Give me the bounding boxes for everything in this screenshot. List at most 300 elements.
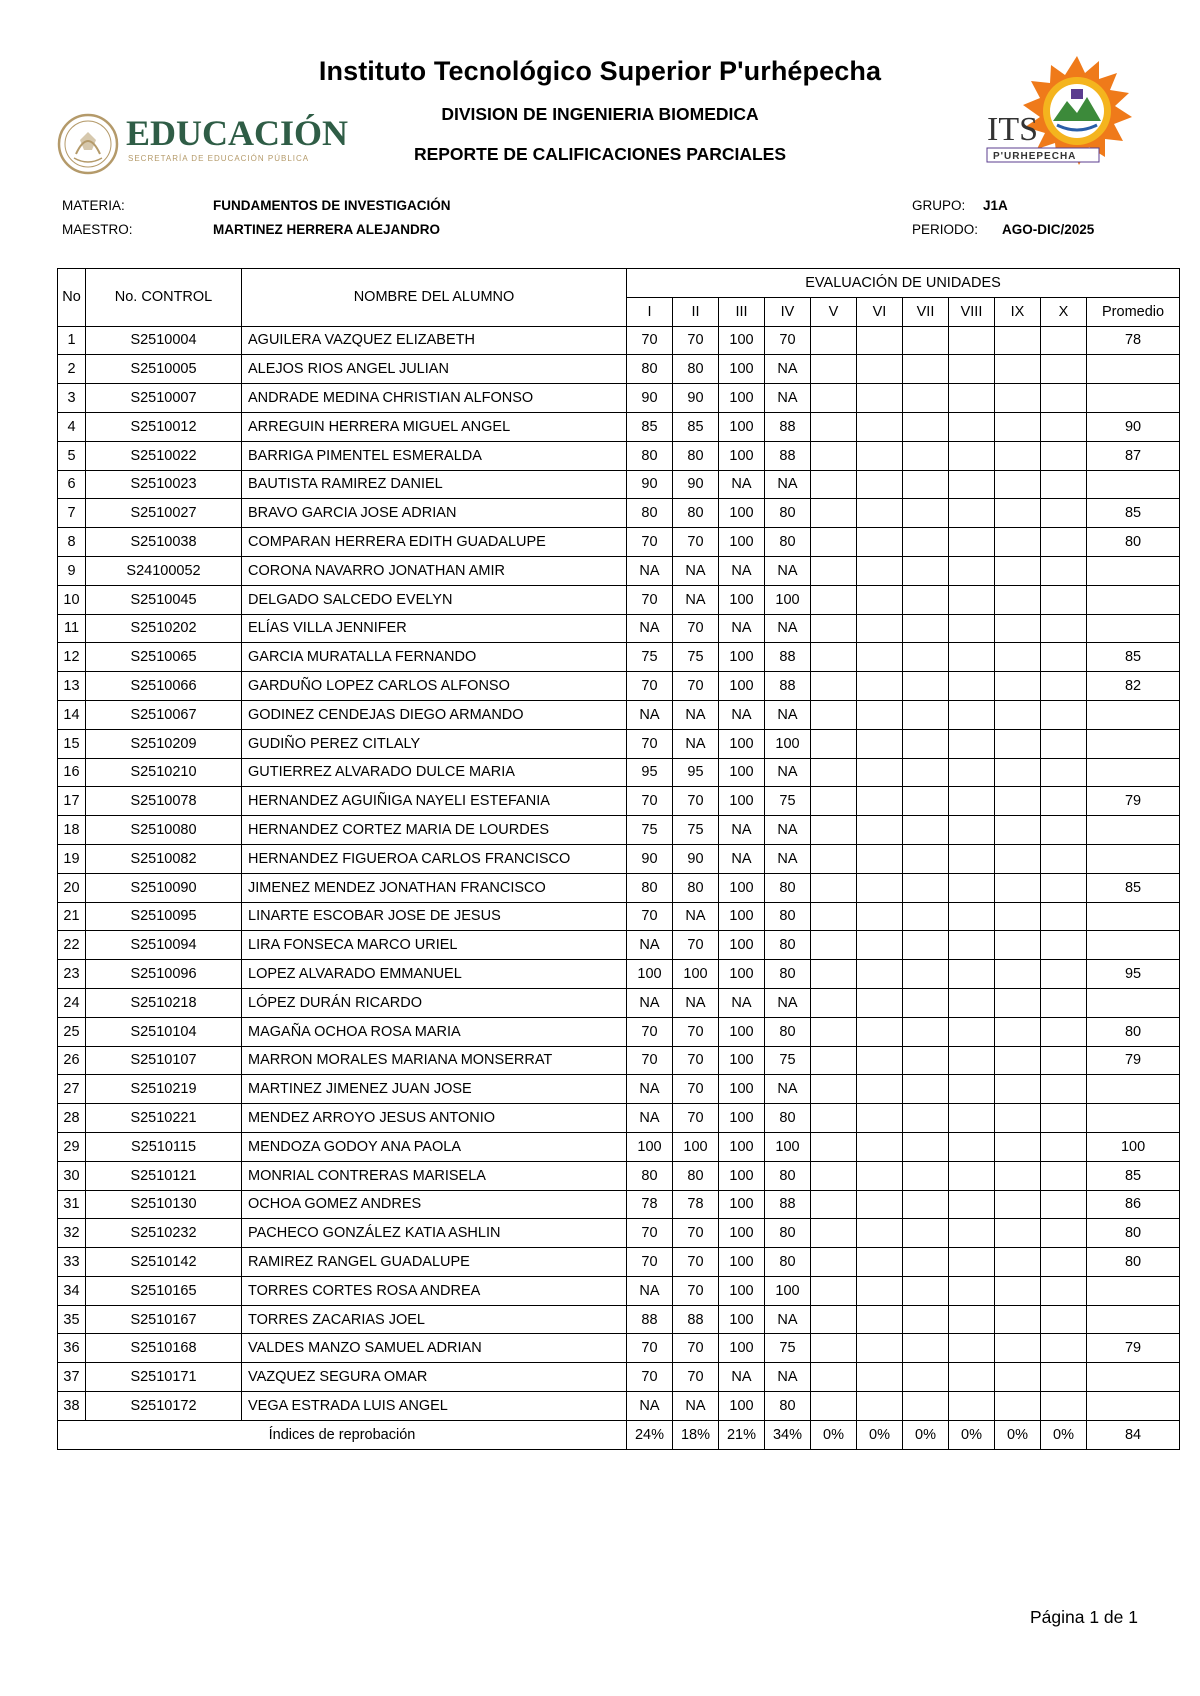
- grade-cell: 100: [719, 902, 765, 931]
- grade-cell: [857, 700, 903, 729]
- promedio-cell: [1087, 931, 1180, 960]
- student-name: BAUTISTA RAMIREZ DANIEL: [242, 470, 627, 499]
- table-row: [58, 1276, 1180, 1305]
- grade-cell: 100: [719, 412, 765, 441]
- col-header-unit: VIII: [949, 297, 995, 326]
- grade-cell: [1041, 1334, 1087, 1363]
- row-number: 5: [58, 441, 86, 470]
- grade-cell: [811, 1017, 857, 1046]
- promedio-cell: 95: [1087, 960, 1180, 989]
- grade-cell: NA: [719, 614, 765, 643]
- grade-cell: 100: [765, 585, 811, 614]
- row-number: 28: [58, 1104, 86, 1133]
- grade-cell: 80: [765, 528, 811, 557]
- grade-cell: 100: [627, 1132, 673, 1161]
- summary-label: Índices de reprobación: [58, 1420, 627, 1449]
- grade-cell: [857, 1046, 903, 1075]
- periodo-value: AGO-DIC/2025: [1002, 222, 1095, 237]
- grade-cell: 80: [673, 873, 719, 902]
- grade-cell: [903, 1248, 949, 1277]
- grade-cell: [995, 1219, 1041, 1248]
- control-number: S2510022: [86, 441, 242, 470]
- grade-cell: 100: [719, 355, 765, 384]
- col-header-unit: II: [673, 297, 719, 326]
- student-name: MONRIAL CONTRERAS MARISELA: [242, 1161, 627, 1190]
- table-row: [58, 1161, 1180, 1190]
- grade-cell: [949, 643, 995, 672]
- grade-cell: NA: [627, 931, 673, 960]
- student-name: MENDEZ ARROYO JESUS ANTONIO: [242, 1104, 627, 1133]
- student-name: TORRES CORTES ROSA ANDREA: [242, 1276, 627, 1305]
- control-number: S2510004: [86, 326, 242, 355]
- grade-cell: [903, 556, 949, 585]
- grade-cell: [903, 1219, 949, 1248]
- grade-cell: [995, 1276, 1041, 1305]
- grade-cell: 70: [627, 1334, 673, 1363]
- reprobacion-index: 24%: [627, 1420, 673, 1449]
- grade-cell: 70: [673, 672, 719, 701]
- grade-cell: [811, 1334, 857, 1363]
- grade-cell: [903, 1161, 949, 1190]
- grade-cell: [949, 758, 995, 787]
- grade-cell: NA: [765, 988, 811, 1017]
- grade-cell: [903, 1190, 949, 1219]
- control-number: S2510066: [86, 672, 242, 701]
- col-header-unit: Promedio: [1087, 297, 1180, 326]
- student-name: HERNANDEZ FIGUEROA CARLOS FRANCISCO: [242, 844, 627, 873]
- grade-cell: [811, 643, 857, 672]
- grade-cell: [857, 1334, 903, 1363]
- grade-cell: [857, 1190, 903, 1219]
- grade-cell: 85: [627, 412, 673, 441]
- control-number: S2510095: [86, 902, 242, 931]
- row-number: 4: [58, 412, 86, 441]
- reprobacion-index: 0%: [949, 1420, 995, 1449]
- grade-cell: [1041, 1075, 1087, 1104]
- promedio-cell: [1087, 1276, 1180, 1305]
- grade-cell: [811, 1161, 857, 1190]
- grade-cell: 75: [627, 816, 673, 845]
- promedio-cell: [1087, 758, 1180, 787]
- grade-cell: [949, 1132, 995, 1161]
- student-name: BRAVO GARCIA JOSE ADRIAN: [242, 499, 627, 528]
- grade-cell: 78: [627, 1190, 673, 1219]
- summary-row: [58, 1420, 1180, 1449]
- grade-cell: NA: [673, 988, 719, 1017]
- grade-cell: [995, 384, 1041, 413]
- grade-cell: [857, 585, 903, 614]
- student-name: MAGAÑA OCHOA ROSA MARIA: [242, 1017, 627, 1046]
- grade-cell: [995, 441, 1041, 470]
- table-row: [58, 873, 1180, 902]
- grade-cell: [995, 1248, 1041, 1277]
- grade-cell: [903, 902, 949, 931]
- control-number: S2510078: [86, 787, 242, 816]
- educacion-logo-subtext: SECRETARÍA DE EDUCACIÓN PÚBLICA: [128, 154, 310, 163]
- grade-cell: [949, 614, 995, 643]
- grade-cell: 88: [765, 672, 811, 701]
- row-number: 1: [58, 326, 86, 355]
- row-number: 34: [58, 1276, 86, 1305]
- table-row: [58, 1190, 1180, 1219]
- grade-cell: NA: [673, 729, 719, 758]
- grade-cell: NA: [673, 1392, 719, 1421]
- grade-cell: [995, 844, 1041, 873]
- control-number: S2510130: [86, 1190, 242, 1219]
- table-row: [58, 384, 1180, 413]
- materia-value: FUNDAMENTOS DE INVESTIGACIÓN: [213, 198, 451, 213]
- grupo-label: GRUPO:: [912, 198, 966, 213]
- promedio-cell: 85: [1087, 499, 1180, 528]
- grade-cell: 100: [765, 729, 811, 758]
- grade-cell: [995, 1046, 1041, 1075]
- grade-cell: [1041, 556, 1087, 585]
- table-row: [58, 960, 1180, 989]
- grade-cell: [949, 960, 995, 989]
- col-header-unit: VI: [857, 297, 903, 326]
- promedio-cell: [1087, 355, 1180, 384]
- control-number: S2510219: [86, 1075, 242, 1104]
- grade-cell: 80: [765, 931, 811, 960]
- grade-cell: [857, 902, 903, 931]
- grade-cell: [1041, 931, 1087, 960]
- grade-cell: [857, 960, 903, 989]
- grade-cell: 100: [719, 1104, 765, 1133]
- table-row: [58, 1132, 1180, 1161]
- grade-cell: [811, 1305, 857, 1334]
- grade-cell: [811, 528, 857, 557]
- reprobacion-index: 0%: [995, 1420, 1041, 1449]
- grade-cell: 70: [627, 585, 673, 614]
- promedio-cell: 78: [1087, 326, 1180, 355]
- grade-cell: 90: [627, 384, 673, 413]
- control-number: S2510202: [86, 614, 242, 643]
- control-number: S2510045: [86, 585, 242, 614]
- grade-cell: [995, 1075, 1041, 1104]
- control-number: S2510082: [86, 844, 242, 873]
- grade-cell: [1041, 1276, 1087, 1305]
- grade-cell: [811, 960, 857, 989]
- grade-cell: NA: [673, 902, 719, 931]
- promedio-cell: [1087, 902, 1180, 931]
- grade-cell: [857, 758, 903, 787]
- grade-cell: [949, 1276, 995, 1305]
- grade-cell: [903, 960, 949, 989]
- student-name: GARCIA MURATALLA FERNANDO: [242, 643, 627, 672]
- grade-cell: 70: [673, 1334, 719, 1363]
- grade-cell: 100: [719, 1334, 765, 1363]
- grade-cell: [1041, 988, 1087, 1017]
- control-number: S2510165: [86, 1276, 242, 1305]
- student-name: GUDIÑO PEREZ CITLALY: [242, 729, 627, 758]
- educacion-logo-text: EDUCACIÓN: [126, 113, 349, 153]
- row-number: 29: [58, 1132, 86, 1161]
- table-row: [58, 412, 1180, 441]
- grade-cell: [857, 355, 903, 384]
- row-number: 20: [58, 873, 86, 902]
- grade-cell: [1041, 787, 1087, 816]
- grade-cell: 100: [673, 960, 719, 989]
- grade-cell: [811, 614, 857, 643]
- table-row: [58, 1075, 1180, 1104]
- grade-cell: 100: [627, 960, 673, 989]
- control-number: S2510012: [86, 412, 242, 441]
- grade-cell: [811, 1046, 857, 1075]
- grade-cell: 100: [719, 1305, 765, 1334]
- grade-cell: 100: [719, 384, 765, 413]
- grade-cell: [811, 499, 857, 528]
- grade-cell: 80: [673, 355, 719, 384]
- grade-cell: 85: [673, 412, 719, 441]
- table-row: [58, 1392, 1180, 1421]
- grade-cell: [949, 931, 995, 960]
- grade-cell: [1041, 700, 1087, 729]
- grade-cell: 70: [627, 1046, 673, 1075]
- grade-cell: [995, 528, 1041, 557]
- grade-cell: [903, 816, 949, 845]
- table-row: [58, 441, 1180, 470]
- control-number: S2510090: [86, 873, 242, 902]
- grade-cell: [857, 931, 903, 960]
- grade-cell: NA: [719, 988, 765, 1017]
- grade-cell: [995, 470, 1041, 499]
- grade-cell: [1041, 470, 1087, 499]
- row-number: 24: [58, 988, 86, 1017]
- grade-cell: [903, 988, 949, 1017]
- control-number: S2510232: [86, 1219, 242, 1248]
- grade-cell: 80: [627, 873, 673, 902]
- grade-cell: 70: [673, 1248, 719, 1277]
- promedio-cell: [1087, 844, 1180, 873]
- grade-cell: [949, 1046, 995, 1075]
- grade-cell: [811, 931, 857, 960]
- grade-cell: [995, 1190, 1041, 1219]
- grade-cell: [1041, 844, 1087, 873]
- control-number: S2510007: [86, 384, 242, 413]
- grade-cell: 70: [673, 787, 719, 816]
- grade-cell: [903, 528, 949, 557]
- grade-cell: [949, 470, 995, 499]
- grade-cell: 100: [719, 729, 765, 758]
- col-header-name: NOMBRE DEL ALUMNO: [242, 269, 627, 327]
- grade-cell: [811, 384, 857, 413]
- grade-cell: [1041, 1363, 1087, 1392]
- row-number: 27: [58, 1075, 86, 1104]
- grade-cell: [949, 1363, 995, 1392]
- grade-cell: [949, 700, 995, 729]
- grade-cell: [1041, 1046, 1087, 1075]
- col-header-no: No: [58, 269, 86, 327]
- grade-cell: 80: [673, 1161, 719, 1190]
- grade-cell: 80: [765, 1161, 811, 1190]
- control-number: S2510171: [86, 1363, 242, 1392]
- grade-cell: [903, 499, 949, 528]
- control-number: S2510104: [86, 1017, 242, 1046]
- control-number: S2510067: [86, 700, 242, 729]
- grade-cell: 100: [719, 499, 765, 528]
- row-number: 37: [58, 1363, 86, 1392]
- table-row: [58, 1219, 1180, 1248]
- grade-cell: NA: [765, 614, 811, 643]
- table-row: [58, 1363, 1180, 1392]
- grade-cell: [995, 758, 1041, 787]
- grade-cell: 100: [673, 1132, 719, 1161]
- grade-cell: 80: [765, 960, 811, 989]
- grade-cell: [903, 326, 949, 355]
- grade-cell: [1041, 902, 1087, 931]
- grade-cell: [1041, 326, 1087, 355]
- row-number: 8: [58, 528, 86, 557]
- promedio-cell: 82: [1087, 672, 1180, 701]
- grade-cell: [1041, 960, 1087, 989]
- grade-cell: 95: [673, 758, 719, 787]
- grade-cell: [1041, 384, 1087, 413]
- grade-cell: [857, 1219, 903, 1248]
- grade-cell: 100: [719, 1276, 765, 1305]
- grade-cell: 100: [719, 1190, 765, 1219]
- grade-cell: [1041, 528, 1087, 557]
- grade-cell: NA: [719, 816, 765, 845]
- grade-cell: 80: [627, 499, 673, 528]
- grade-cell: 100: [719, 643, 765, 672]
- grade-cell: 100: [719, 931, 765, 960]
- periodo-label: PERIODO:: [912, 222, 979, 237]
- student-name: GODINEZ CENDEJAS DIEGO ARMANDO: [242, 700, 627, 729]
- table-row: [58, 844, 1180, 873]
- grade-cell: [949, 556, 995, 585]
- grade-cell: NA: [765, 355, 811, 384]
- promedio-cell: [1087, 585, 1180, 614]
- maestro-value: MARTINEZ HERRERA ALEJANDRO: [213, 222, 441, 237]
- promedio-cell: [1087, 470, 1180, 499]
- row-number: 11: [58, 614, 86, 643]
- grade-cell: [903, 1075, 949, 1104]
- grade-cell: 100: [765, 1132, 811, 1161]
- grade-cell: [811, 556, 857, 585]
- promedio-cell: 90: [1087, 412, 1180, 441]
- col-header-unit: III: [719, 297, 765, 326]
- grade-cell: [857, 1132, 903, 1161]
- student-name: MARTINEZ JIMENEZ JUAN JOSE: [242, 1075, 627, 1104]
- grade-cell: [995, 1161, 1041, 1190]
- grade-cell: [903, 470, 949, 499]
- grade-cell: [811, 412, 857, 441]
- grade-cell: [811, 1219, 857, 1248]
- grade-cell: [811, 1363, 857, 1392]
- grade-cell: 88: [627, 1305, 673, 1334]
- grade-cell: NA: [627, 556, 673, 585]
- its-logo-subtext: P'URHEPECHA: [993, 151, 1077, 162]
- student-name: AGUILERA VAZQUEZ ELIZABETH: [242, 326, 627, 355]
- control-number: S2510096: [86, 960, 242, 989]
- reprobacion-index: 0%: [1041, 1420, 1087, 1449]
- grade-cell: 70: [627, 787, 673, 816]
- grade-cell: [995, 1017, 1041, 1046]
- grade-cell: [995, 729, 1041, 758]
- institute-title: Instituto Tecnológico Superior P'urhépecha: [318, 56, 882, 86]
- grade-cell: NA: [765, 556, 811, 585]
- table-row: [58, 1046, 1180, 1075]
- grade-cell: [1041, 816, 1087, 845]
- grade-cell: NA: [765, 384, 811, 413]
- grade-cell: 88: [673, 1305, 719, 1334]
- materia-label: MATERIA:: [62, 198, 125, 213]
- grade-cell: [857, 787, 903, 816]
- grade-cell: [949, 499, 995, 528]
- promedio-cell: 80: [1087, 528, 1180, 557]
- grade-cell: [949, 1248, 995, 1277]
- table-row: [58, 672, 1180, 701]
- grade-cell: 88: [765, 643, 811, 672]
- its-logo-text: ITS: [987, 111, 1038, 148]
- table-row: [58, 787, 1180, 816]
- grade-cell: 80: [673, 499, 719, 528]
- table-row: [58, 1248, 1180, 1277]
- grade-cell: [1041, 672, 1087, 701]
- control-number: S2510038: [86, 528, 242, 557]
- grade-cell: [857, 1161, 903, 1190]
- grade-cell: 100: [719, 528, 765, 557]
- table-row: [58, 758, 1180, 787]
- row-number: 17: [58, 787, 86, 816]
- grade-cell: NA: [627, 1392, 673, 1421]
- grade-cell: [949, 355, 995, 384]
- grade-cell: 80: [765, 499, 811, 528]
- student-name: GUTIERREZ ALVARADO DULCE MARIA: [242, 758, 627, 787]
- grade-cell: [903, 1334, 949, 1363]
- grade-cell: [811, 988, 857, 1017]
- grades-table: [57, 268, 1180, 1450]
- promedio-cell: [1087, 384, 1180, 413]
- grade-cell: [903, 384, 949, 413]
- table-row: [58, 700, 1180, 729]
- promedio-cell: 87: [1087, 441, 1180, 470]
- grade-cell: [995, 873, 1041, 902]
- row-number: 16: [58, 758, 86, 787]
- grade-cell: [811, 585, 857, 614]
- grade-cell: [1041, 1219, 1087, 1248]
- grade-cell: 100: [719, 1017, 765, 1046]
- grade-cell: 100: [719, 758, 765, 787]
- promedio-cell: 85: [1087, 643, 1180, 672]
- table-row: [58, 1305, 1180, 1334]
- grade-cell: [995, 1334, 1041, 1363]
- grade-cell: NA: [719, 700, 765, 729]
- grade-cell: [903, 1392, 949, 1421]
- grade-cell: NA: [673, 700, 719, 729]
- grade-cell: [857, 1017, 903, 1046]
- grade-cell: [1041, 412, 1087, 441]
- grade-cell: [857, 556, 903, 585]
- student-name: RAMIREZ RANGEL GUADALUPE: [242, 1248, 627, 1277]
- grade-cell: [1041, 585, 1087, 614]
- grade-cell: 70: [627, 902, 673, 931]
- student-name: ALEJOS RIOS ANGEL JULIAN: [242, 355, 627, 384]
- grade-cell: [903, 672, 949, 701]
- control-number: S2510121: [86, 1161, 242, 1190]
- student-name: MENDOZA GODOY ANA PAOLA: [242, 1132, 627, 1161]
- col-header-evaluacion: EVALUACIÓN DE UNIDADES: [627, 269, 1180, 298]
- grade-cell: 88: [765, 1190, 811, 1219]
- grade-cell: [949, 1334, 995, 1363]
- grade-cell: [995, 412, 1041, 441]
- student-name: DELGADO SALCEDO EVELYN: [242, 585, 627, 614]
- control-number: S2510005: [86, 355, 242, 384]
- grade-cell: [949, 844, 995, 873]
- grade-cell: NA: [627, 1104, 673, 1133]
- grade-cell: [1041, 614, 1087, 643]
- col-header-unit: IX: [995, 297, 1041, 326]
